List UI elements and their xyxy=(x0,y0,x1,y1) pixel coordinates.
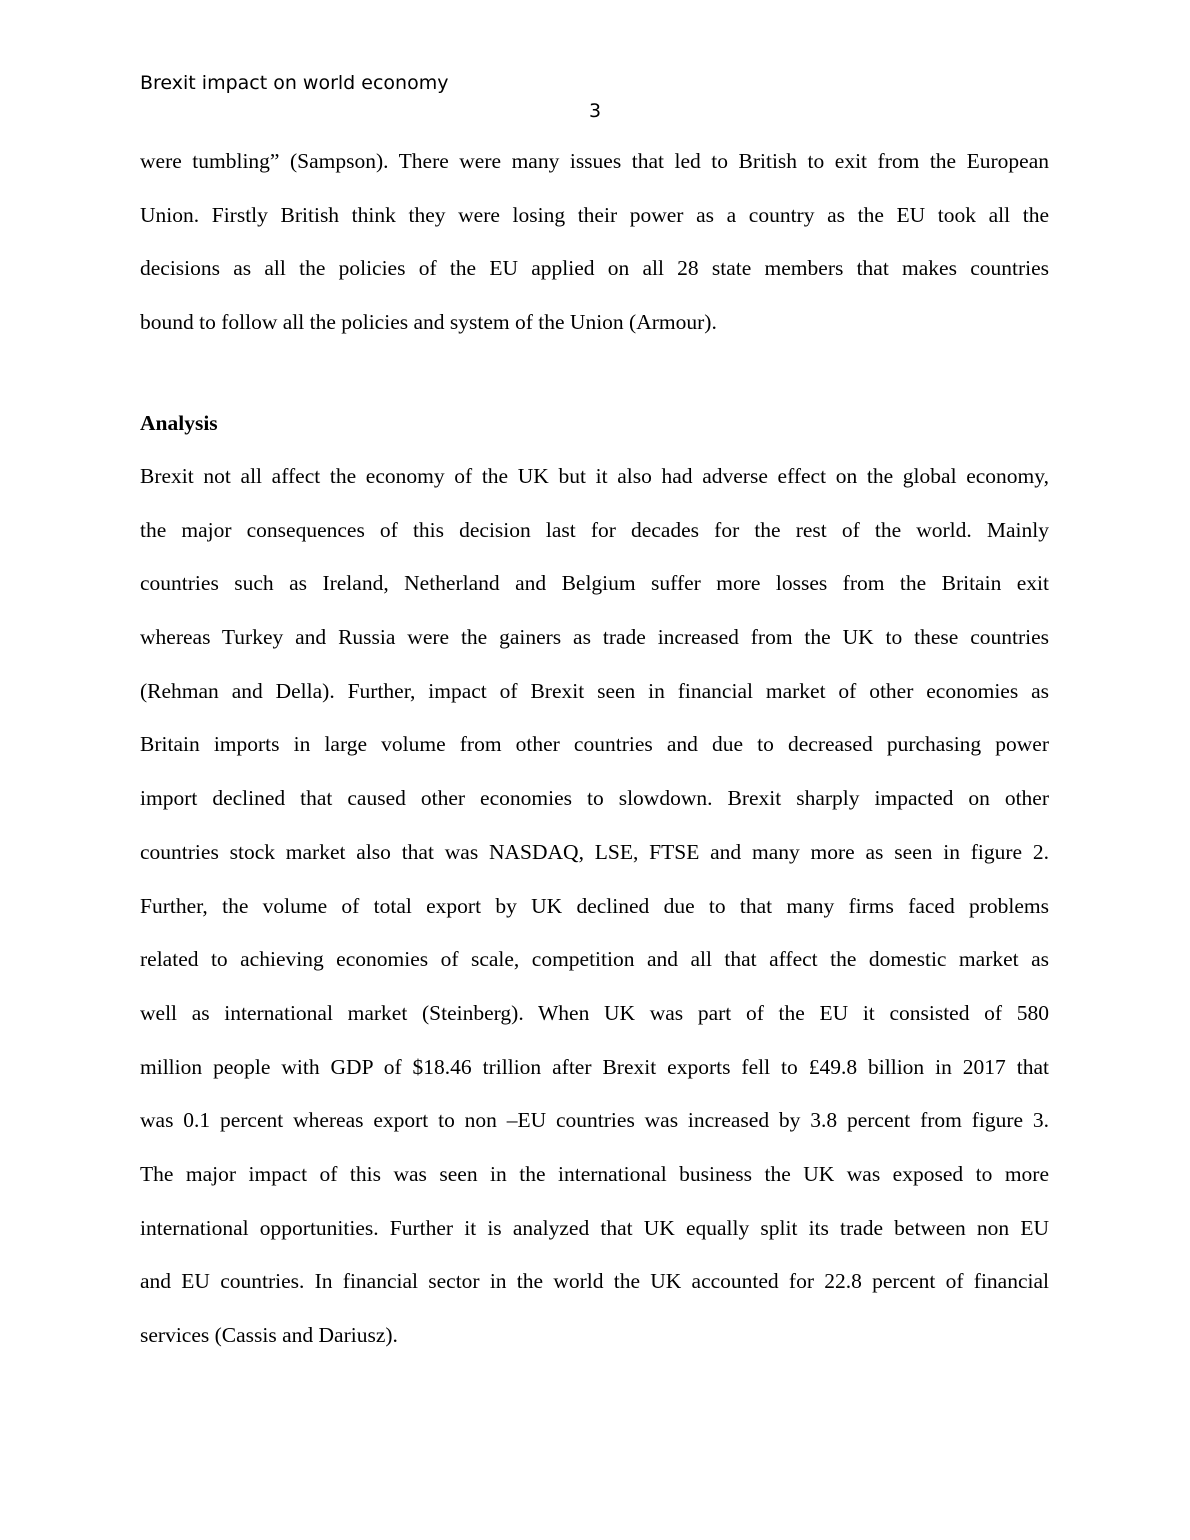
paragraph-line: countries stock market also that was NASDAQ, LSE, FTSE and many more as seen in figure 2. xyxy=(140,839,1049,864)
paragraph-line: Britain imports in large volume from other countries and due to decreased purchasing power xyxy=(140,732,1049,757)
paragraph-line: well as international market (Steinberg). When UK was part of the EU it consisted of 580 xyxy=(140,1000,1049,1025)
paragraph-line: was 0.1 percent whereas export to non –EU countries was increased by 3.8 percent from figure 3. xyxy=(140,1108,1049,1133)
page-number: 3 xyxy=(588,100,602,122)
running-head: Brexit impact on world economy xyxy=(140,72,449,94)
paragraph-line: Union. Firstly British think they were losing their power as a country as the EU took all the xyxy=(140,202,1049,227)
paragraph-line: import declined that caused other economies to slowdown. Brexit sharply impacted on other xyxy=(140,786,1049,811)
paragraph-line: were tumbling” (Sampson). There were many issues that led to British to exit from the European xyxy=(140,149,1049,173)
intro-paragraph xyxy=(140,135,1049,350)
paragraph-line: international opportunities. Further it is analyzed that UK equally split its trade between non EU xyxy=(140,1215,1049,1240)
paragraph-line: the major consequences of this decision last for decades for the rest of the world. Mainly xyxy=(140,517,1049,542)
section-heading-analysis: Analysis xyxy=(140,411,218,435)
paragraph-line: countries such as Ireland, Netherland and Belgium suffer more losses from the Britain exit xyxy=(140,571,1049,596)
paragraph-line: Brexit not all affect the economy of the UK but it also had adverse effect on the global economy, xyxy=(140,464,1049,488)
paragraph-line: and EU countries. In financial sector in the world the UK accounted for 22.8 percent of financial xyxy=(140,1269,1049,1294)
paragraph-line: million people with GDP of $18.46 trillion after Brexit exports fell to £49.8 billion in 2017 that xyxy=(140,1054,1049,1079)
paragraph-line: (Rehman and Della). Further, impact of Brexit seen in financial market of other economies as xyxy=(140,678,1049,703)
paragraph-line: The major impact of this was seen in the international business the UK was exposed to more xyxy=(140,1161,1049,1186)
paragraph-line: whereas Turkey and Russia were the gainers as trade increased from the UK to these countries xyxy=(140,625,1049,650)
paragraph-line: Further, the volume of total export by UK declined due to that many firms faced problems xyxy=(140,893,1049,918)
paragraph-line: related to achieving economies of scale, competition and all that affect the domestic market as xyxy=(140,947,1049,972)
analysis-paragraph xyxy=(140,450,1049,1363)
paragraph-line: services (Cassis and Dariusz). xyxy=(140,1323,398,1347)
paragraph-line: bound to follow all the policies and system of the Union (Armour). xyxy=(140,310,717,335)
paragraph-line: decisions as all the policies of the EU applied on all 28 state members that makes countries xyxy=(140,256,1049,281)
